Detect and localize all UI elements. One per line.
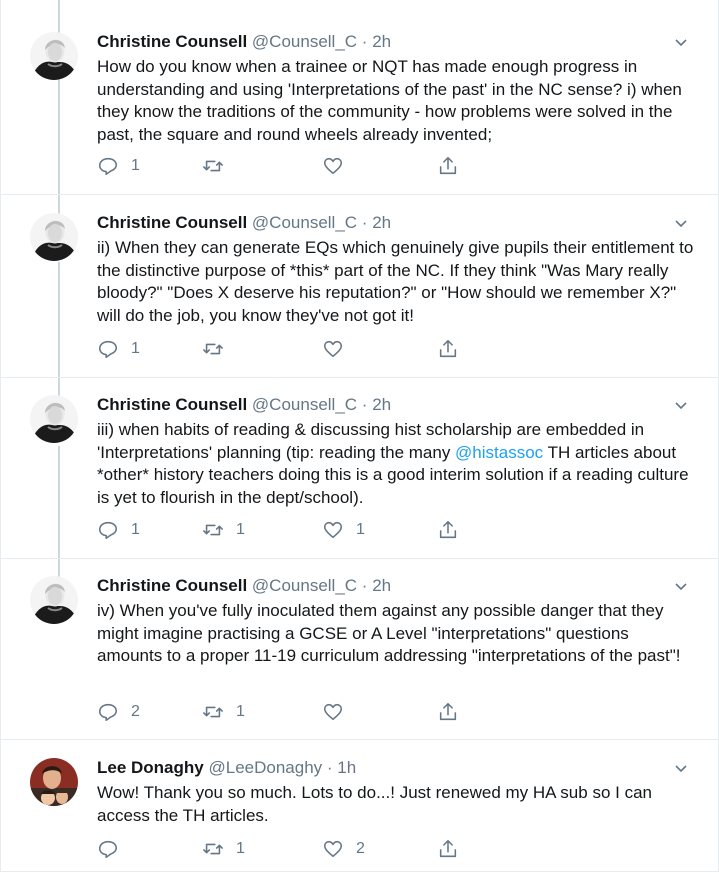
tweet-text-part: TH articles about *other* history teachers doing this is a good interim solution if a reading culture is yet to flourish in the dept/school). [97, 442, 689, 507]
share-button[interactable] [437, 700, 459, 724]
tweet-time[interactable]: 1h [337, 758, 357, 777]
reply-icon [97, 155, 119, 177]
tweet-header [97, 395, 391, 417]
retweet-button[interactable] [202, 337, 236, 361]
retweet-count: 1 [236, 840, 245, 857]
retweet-icon [202, 155, 224, 177]
author-handle[interactable]: @Counsell_C [251, 395, 358, 414]
like-button[interactable] [322, 337, 356, 361]
separator-dot: · [361, 395, 368, 414]
author-name[interactable]: Lee Donaghy [97, 758, 204, 777]
tweet-text-part: iii) when habits of reading & discussing hist scholarship are embedded in 'Interpretations' planning (tip: reading the many [97, 420, 645, 462]
tweet-text: Wow! Thank you so much. Lots to do...! Just renewed my HA sub so I can access the TH articles. [97, 783, 652, 825]
separator-dot: · [361, 213, 368, 232]
avatar[interactable] [30, 213, 78, 261]
retweet-button[interactable] [202, 154, 236, 178]
reply-button[interactable] [97, 337, 140, 361]
like-icon [322, 338, 344, 360]
reply-button[interactable] [97, 518, 140, 542]
separator-dot: · [361, 32, 368, 51]
retweet-button[interactable] [202, 518, 245, 542]
tweet-divider [0, 558, 719, 559]
like-button[interactable] [322, 518, 365, 542]
retweet-icon [202, 838, 224, 860]
tweet-time[interactable]: 2h [372, 32, 392, 51]
share-icon [437, 701, 459, 723]
chevron-down-icon[interactable] [673, 34, 689, 50]
author-handle[interactable]: @Counsell_C [251, 32, 358, 51]
tweet-header [97, 758, 356, 780]
retweet-icon [202, 338, 224, 360]
avatar[interactable] [30, 758, 78, 806]
author-name[interactable]: Christine Counsell [97, 395, 248, 414]
like-icon [322, 519, 344, 541]
avatar[interactable] [30, 395, 78, 443]
avatar[interactable] [30, 32, 78, 80]
author-handle[interactable]: @Counsell_C [251, 213, 358, 232]
tweet-divider [0, 739, 719, 740]
like-icon [322, 155, 344, 177]
retweet-icon [202, 519, 224, 541]
reply-button[interactable] [97, 700, 140, 724]
like-icon [322, 701, 344, 723]
tweet-header [97, 32, 391, 54]
reply-icon [97, 519, 119, 541]
share-icon [437, 338, 459, 360]
share-button[interactable] [437, 837, 459, 861]
reply-icon [97, 838, 119, 860]
tweet-actions [97, 837, 477, 861]
share-button[interactable] [437, 337, 459, 361]
tweet-text: How do you know when a trainee or NQT has made enough progress in understanding and using 'Interpretations of the past' in the NC sense? i) when they know the traditions of the community - how problems were solved in the past, the square and round wheels already invented; [97, 57, 682, 144]
retweet-count: 1 [236, 703, 245, 720]
reply-button[interactable] [97, 154, 140, 178]
retweet-button[interactable] [202, 700, 245, 724]
retweet-count: 1 [236, 521, 245, 538]
tweet-actions [97, 337, 477, 361]
tweet-text: ii) When they can generate EQs which genuinely give pupils their entitlement to the distinctive purpose of *this* part of the NC. If they think "Was Mary really bloody?" "Does X deserve his reputation?" or "How should we remember X?" will do the job, you know they've not got it! [97, 238, 694, 325]
reply-icon [97, 701, 119, 723]
retweet-icon [202, 701, 224, 723]
author-handle[interactable]: @LeeDonaghy [208, 758, 323, 777]
tweet-divider [0, 194, 719, 195]
tweet-header [97, 213, 391, 235]
reply-count: 1 [131, 340, 140, 357]
author-name[interactable]: Christine Counsell [97, 576, 248, 595]
chevron-down-icon[interactable] [673, 397, 689, 413]
tweet-actions [97, 154, 477, 178]
tweet-actions [97, 518, 477, 542]
reply-count: 1 [131, 521, 140, 538]
retweet-button[interactable] [202, 837, 245, 861]
tweet-header [97, 576, 391, 598]
share-icon [437, 519, 459, 541]
reply-icon [97, 338, 119, 360]
tweet-time[interactable]: 2h [372, 395, 392, 414]
chevron-down-icon[interactable] [673, 578, 689, 594]
share-button[interactable] [437, 518, 459, 542]
like-button[interactable] [322, 154, 356, 178]
tweet-text [97, 419, 695, 509]
like-count: 1 [356, 521, 365, 538]
author-name[interactable]: Christine Counsell [97, 32, 248, 51]
reply-button[interactable] [97, 837, 131, 861]
avatar[interactable] [30, 576, 78, 624]
reply-count: 1 [131, 157, 140, 174]
separator-dot: · [361, 576, 368, 595]
thread-connector-line [58, 446, 60, 580]
tweet-text: iv) When you've fully inoculated them against any possible danger that they might imagine practising a GCSE or A Level "interpretations" questions amounts to a proper 11-19 curriculum addressing "interpretations of the past"! [97, 601, 681, 666]
tweet-divider [0, 377, 719, 378]
share-button[interactable] [437, 154, 459, 178]
tweet-time[interactable]: 2h [372, 213, 392, 232]
mention-link[interactable]: @histassoc [455, 442, 544, 462]
like-count: 2 [356, 840, 365, 857]
like-icon [322, 838, 344, 860]
author-name[interactable]: Christine Counsell [97, 213, 248, 232]
tweet-actions [97, 700, 477, 724]
reply-count: 2 [131, 703, 140, 720]
tweet-time[interactable]: 2h [372, 576, 392, 595]
share-icon [437, 838, 459, 860]
chevron-down-icon[interactable] [673, 215, 689, 231]
like-button[interactable] [322, 837, 365, 861]
author-handle[interactable]: @Counsell_C [251, 576, 358, 595]
separator-dot: · [326, 758, 333, 777]
share-icon [437, 155, 459, 177]
chevron-down-icon[interactable] [673, 760, 689, 776]
like-button[interactable] [322, 700, 356, 724]
